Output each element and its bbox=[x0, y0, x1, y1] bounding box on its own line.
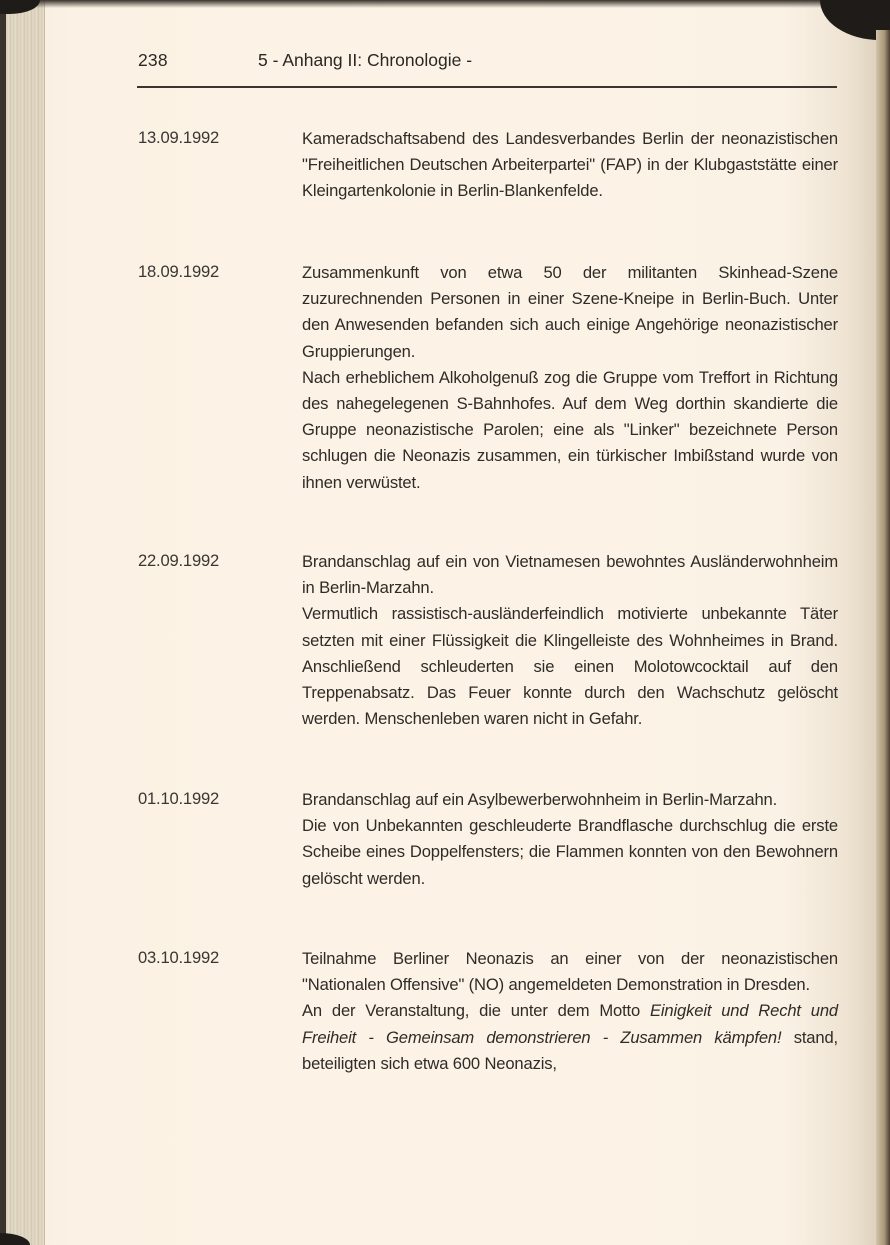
entry-paragraph: Teilnahme Berliner Neonazis an einer von der neonazistischen "Nationalen Offensive" (NO) angemeldeten Demonstration in Dresden. bbox=[302, 949, 838, 995]
entry-date: 18.09.1992 bbox=[138, 262, 220, 281]
page-stack-edge bbox=[0, 0, 45, 1245]
entry-paragraph: Zusammenkunft von etwa 50 der militanten Skinhead-Szene zuzurechnenden Personen in einer Szene-Kneipe in Berlin-Buch. Unter den Anwesenden befanden sich auch einige Angehörige neonazistischer Gruppierungen. bbox=[302, 263, 838, 361]
page-gutter-edge bbox=[876, 30, 890, 1245]
running-head bbox=[138, 50, 838, 74]
entry-paragraph: Brandanschlag auf ein Asylbewerberwohnheim in Berlin-Marzahn. bbox=[302, 790, 778, 809]
paragraph-text: An der Veranstaltung, die unter dem Motto bbox=[302, 1001, 650, 1021]
entry-paragraph: Kameradschaftsabend des Landesverbandes Berlin der neonazistischen "Freiheitlichen Deutschen Arbeiterpartei" (FAP) in der Klubgaststätte einer Kleingartenkolonie in Berlin-Blankenfelde. bbox=[302, 129, 838, 201]
entry-date: 03.10.1992 bbox=[138, 948, 220, 967]
page-number: 238 bbox=[138, 50, 168, 70]
chapter-title: 5 - Anhang II: Chronologie - bbox=[258, 50, 473, 70]
entry-date: 22.09.1992 bbox=[138, 551, 220, 570]
entry-text bbox=[302, 126, 838, 205]
entry-date: 13.09.1992 bbox=[138, 128, 220, 147]
top-shadow bbox=[0, 0, 890, 8]
entry-paragraph bbox=[302, 998, 838, 1077]
entry-text bbox=[302, 549, 838, 732]
entry-paragraph: Vermutlich rassistisch-ausländerfeindlich motivierte unbekannte Täter setzten mit einer Flüssigkeit die Klingelleiste des Wohnheimes in Brand. Anschließend schleuderten sie einen Molotowcocktail auf den Treppenabsatz. Das Feuer konnte durch den Wachschutz gelöscht werden. Menschenleben waren nicht in Gefahr. bbox=[302, 604, 838, 729]
motto-italic: Einigkeit und Recht und Freiheit - Gemeinsam demonstrieren - Zusammen kämpfen! bbox=[302, 1001, 838, 1047]
header-rule bbox=[137, 86, 837, 88]
entry-text bbox=[302, 946, 838, 1077]
paragraph-text: stand, beteiligten sich etwa 600 Neonazis, bbox=[302, 1027, 839, 1073]
entry-date: 01.10.1992 bbox=[138, 789, 220, 808]
entry-paragraph: Nach erheblichem Alkoholgenuß zog die Gruppe vom Treffort in Richtung des nahegelegenen S-Bahnhofes. Auf dem Weg dorthin skandierte die Gruppe neonazistische Parolen; eine als "Linker" bezeichnete Person schlugen die Neonazis zusammen, ein türkischer Imbißstand wurde von ihnen verwüstet. bbox=[302, 367, 838, 492]
entry-text bbox=[302, 260, 838, 496]
entry-paragraph: Die von Unbekannten geschleuderte Brandflasche durchschlug die erste Scheibe eines Doppelfensters; die Flammen konnten von den Bewohnern gelöscht werden. bbox=[302, 816, 838, 888]
entry-paragraph: Brandanschlag auf ein von Vietnamesen bewohntes Ausländerwohnheim in Berlin-Marzahn. bbox=[302, 552, 838, 598]
entry-text bbox=[302, 787, 838, 892]
